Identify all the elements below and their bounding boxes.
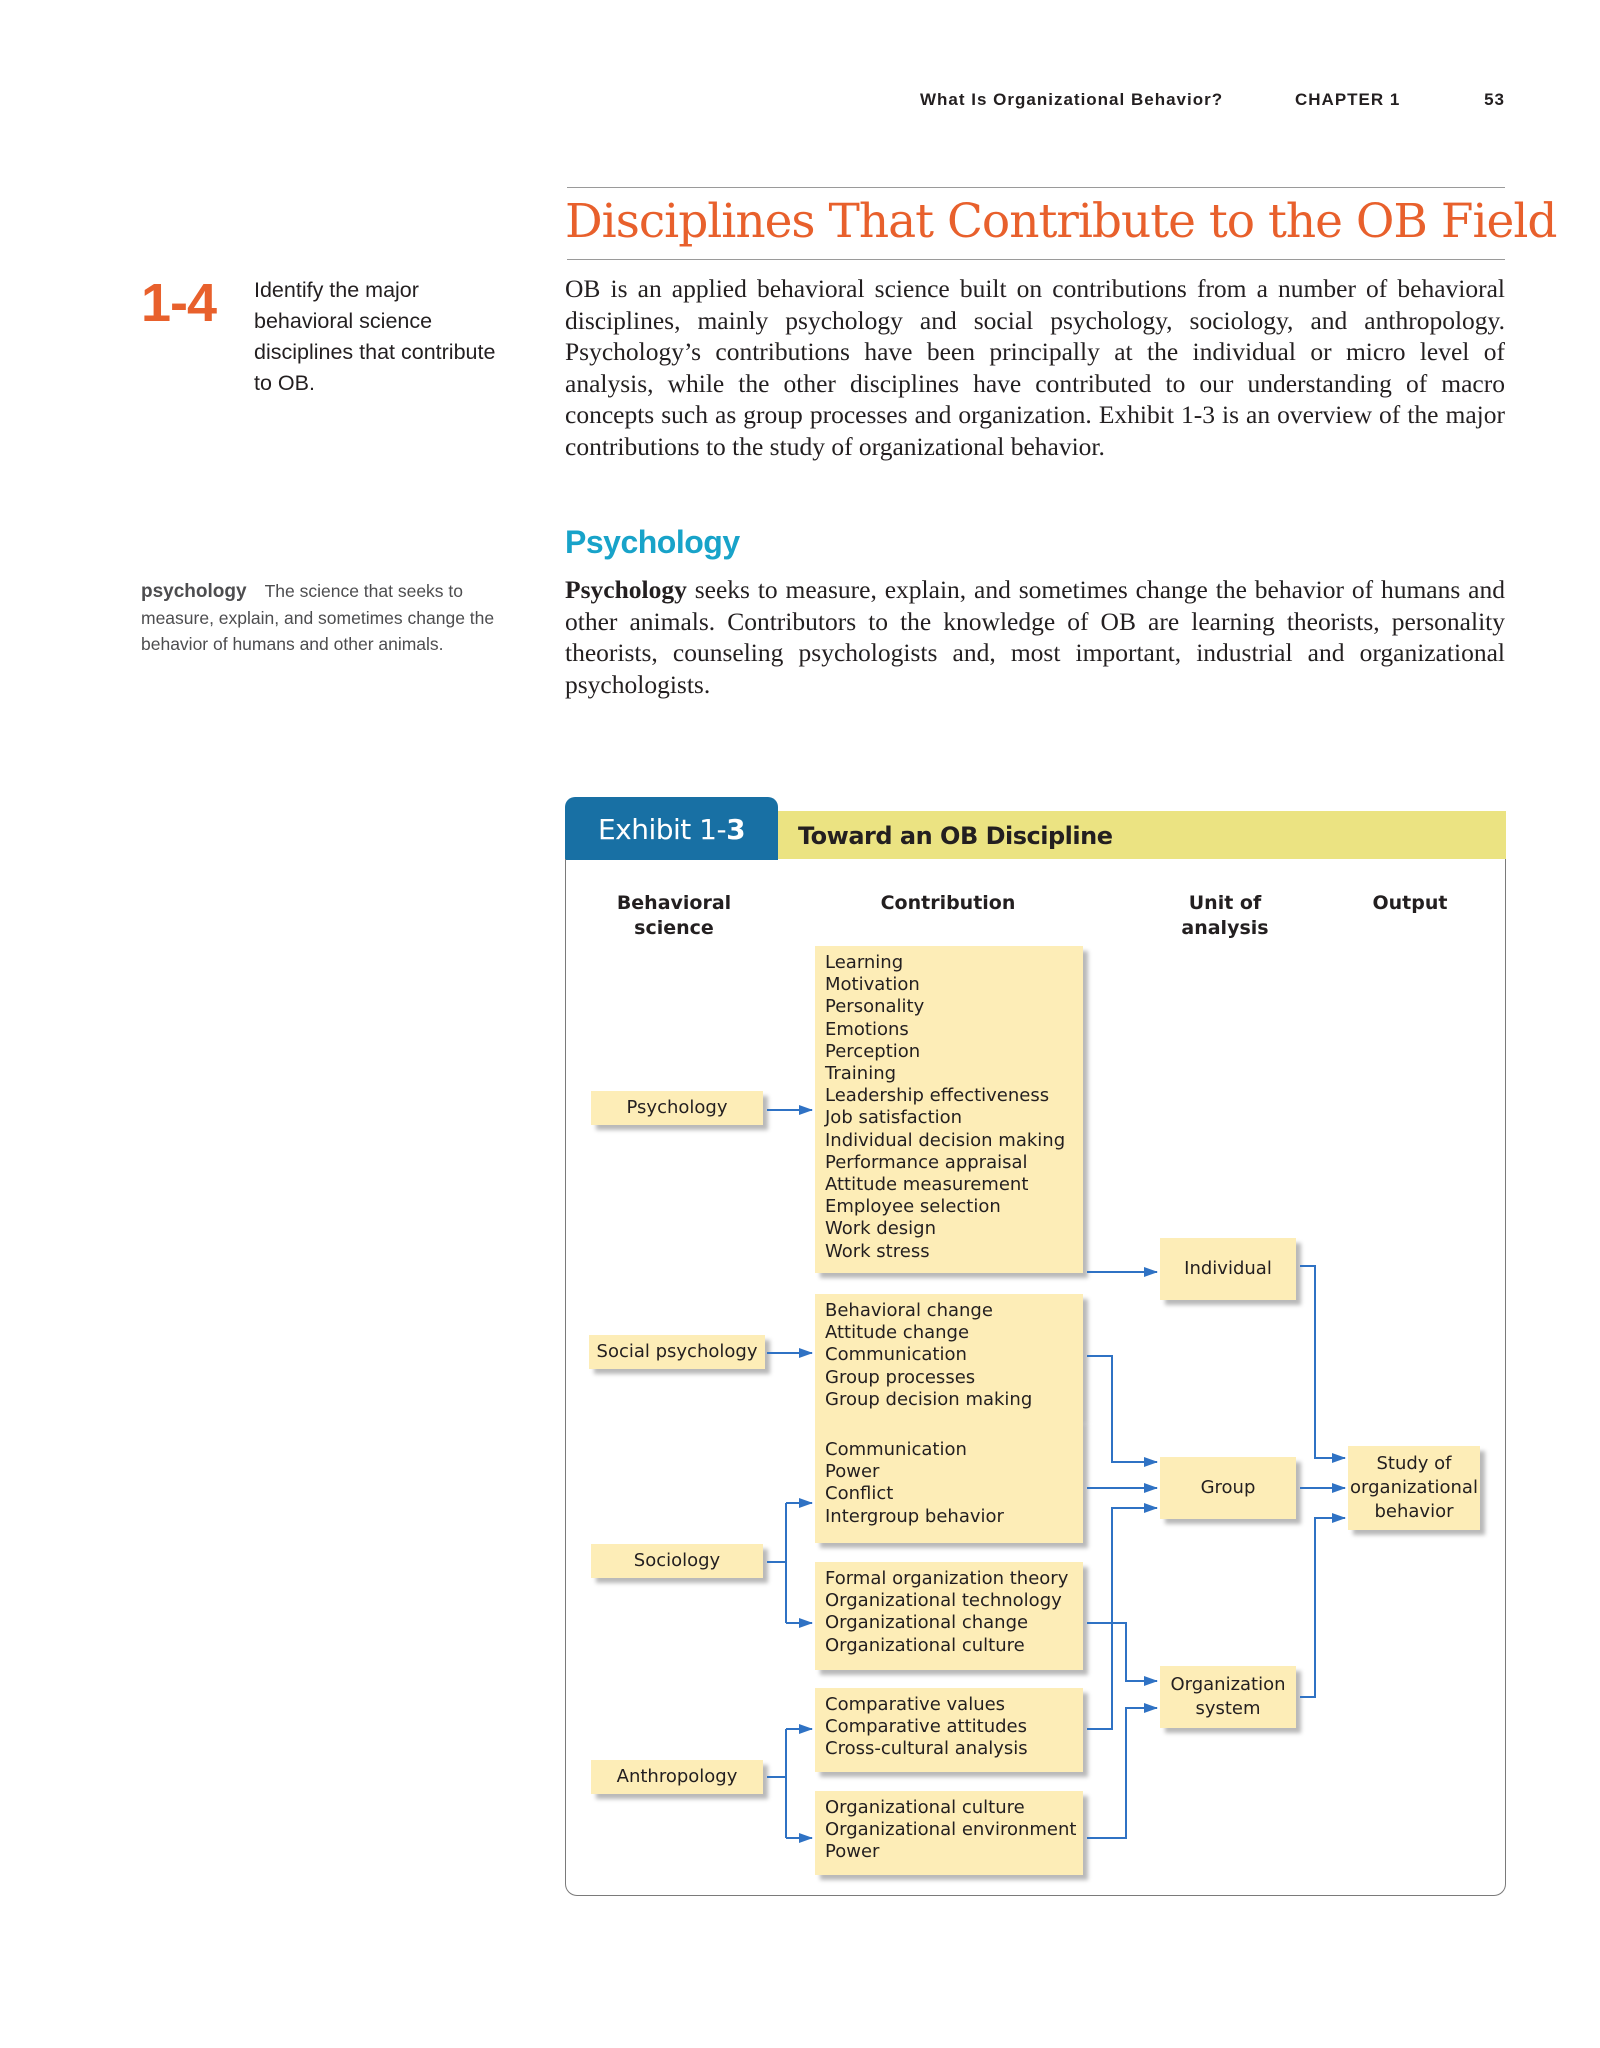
contribution-item: Work stress xyxy=(825,1240,930,1262)
contribution-item: Attitude measurement xyxy=(825,1174,1029,1196)
contribution-item: Conflict xyxy=(825,1483,894,1505)
contribution-item: Group processes xyxy=(825,1366,976,1388)
glossary-term: psychology xyxy=(141,581,247,602)
contribution-item: Individual decision making xyxy=(825,1129,1066,1151)
contribution-item: Organizational culture xyxy=(825,1797,1025,1818)
contribution-item: Job satisfaction xyxy=(825,1107,963,1129)
output-label-line: organizational xyxy=(1350,1477,1478,1498)
contribution-item: Group decision making xyxy=(825,1388,1033,1410)
contribution-item: Perception xyxy=(825,1040,921,1062)
output-label-line: Study of xyxy=(1376,1453,1452,1474)
arrow-anthropology-contribution-to-group xyxy=(1087,1508,1157,1729)
running-head-chapter: CHAPTER 1 xyxy=(1295,90,1401,109)
contribution-item: Training xyxy=(825,1063,897,1085)
contribution-item: Attitude change xyxy=(825,1322,970,1344)
unit-label-line: system xyxy=(1195,1698,1261,1719)
intro-paragraph: OB is an applied behavioral science built on contributions from a number of behavioral disciplines, mainly psychology and social psychology, sociology, and anthropology. Psychology’s contributions have been principally at the individual or micro level of analysis, while the other disciplines have contributed to our understanding of macro concepts such as group processes and organization. Exhibit 1-3 is an overview of the major contributions to the study of organizational behavior. xyxy=(565,274,1505,461)
psychology-text: seeks to measure, explain, and sometimes change the behavior of humans and other animals. Contributors to the knowledge of OB are learning theorists, personality theorists, counseling psychologists and, most important, industrial and organizational psychologists. xyxy=(565,575,1505,699)
contribution-item: Work design xyxy=(825,1218,937,1240)
contribution-item: Organizational culture xyxy=(825,1634,1025,1656)
contribution-item: Performance appraisal xyxy=(825,1151,1028,1173)
arrow-organization-to-output xyxy=(1300,1518,1345,1697)
arrow-anthropology-contribution-to-organization xyxy=(1087,1708,1157,1838)
contribution-item: Communication xyxy=(825,1344,967,1366)
contribution-item: Organizational environment xyxy=(825,1819,1077,1841)
column-header-contribution-line: Contribution xyxy=(880,892,1016,914)
unit-label-line: Organization xyxy=(1170,1674,1286,1695)
line-anthropology-branch xyxy=(767,1729,786,1838)
column-header-output-line: Output xyxy=(1372,892,1448,914)
contribution-item: Power xyxy=(825,1461,880,1483)
contribution-item: Learning xyxy=(825,952,904,973)
exhibit-title: Toward an OB Discipline xyxy=(798,822,1113,850)
arrow-sociology-contribution-to-organization xyxy=(1087,1623,1157,1681)
science-box-sociology: Sociology xyxy=(591,1544,763,1578)
contribution-item: Personality xyxy=(825,996,925,1018)
glossary-definition: The science that seeks to measure, explain, and sometimes change the behavior of humans and other animals. xyxy=(141,581,495,654)
exhibit-number: 3 xyxy=(726,813,746,846)
unit-box-individual: Individual xyxy=(1160,1238,1296,1300)
psychology-heading: Psychology xyxy=(565,524,740,560)
column-header-science-line: Behavioral xyxy=(616,892,732,914)
contribution-item: Intergroup behavior xyxy=(825,1505,1004,1527)
science-box-social-psychology: Social psychology xyxy=(589,1335,765,1369)
contribution-item: Organizational technology xyxy=(825,1590,1062,1612)
running-head-title: What Is Organizational Behavior? xyxy=(920,90,1224,109)
contribution-item: Communication xyxy=(825,1439,967,1460)
section-title: Disciplines That Contribute to the OB Field xyxy=(565,194,1557,249)
learning-objective-number: 1-4 xyxy=(141,273,217,333)
contribution-item: Organizational change xyxy=(825,1612,1029,1634)
arrow-individual-to-output xyxy=(1300,1266,1345,1458)
psychology-term: Psychology xyxy=(565,575,687,604)
page-number: 53 xyxy=(1484,90,1505,109)
column-header-unit-line: Unit of xyxy=(1188,892,1262,914)
exhibit-label: Exhibit 1- xyxy=(597,813,727,846)
science-box-psychology: Psychology xyxy=(591,1091,763,1125)
arrow-social-psychology-to-group xyxy=(1087,1356,1157,1462)
column-header-science-line: science xyxy=(634,917,714,939)
contribution-item: Employee selection xyxy=(825,1196,1001,1218)
contribution-item: Leadership effectiveness xyxy=(825,1085,1050,1107)
learning-objective-text: Identify the major behavioral science disciplines that contribute to OB. xyxy=(254,278,496,395)
contribution-item: Emotions xyxy=(825,1018,909,1040)
contribution-item: Comparative values xyxy=(825,1694,1006,1715)
contribution-item: Cross-cultural analysis xyxy=(825,1738,1028,1760)
unit-box-group: Group xyxy=(1160,1457,1296,1519)
column-header-unit-line: analysis xyxy=(1181,917,1269,939)
contribution-item: Formal organization theory xyxy=(825,1568,1069,1589)
science-box-anthropology: Anthropology xyxy=(591,1760,763,1794)
line-sociology-branch xyxy=(767,1503,786,1623)
contribution-item: Comparative attitudes xyxy=(825,1716,1027,1738)
output-label-line: behavior xyxy=(1374,1501,1454,1522)
contribution-item: Motivation xyxy=(825,974,920,996)
contribution-item: Behavioral change xyxy=(825,1300,993,1321)
contribution-item: Power xyxy=(825,1841,880,1863)
